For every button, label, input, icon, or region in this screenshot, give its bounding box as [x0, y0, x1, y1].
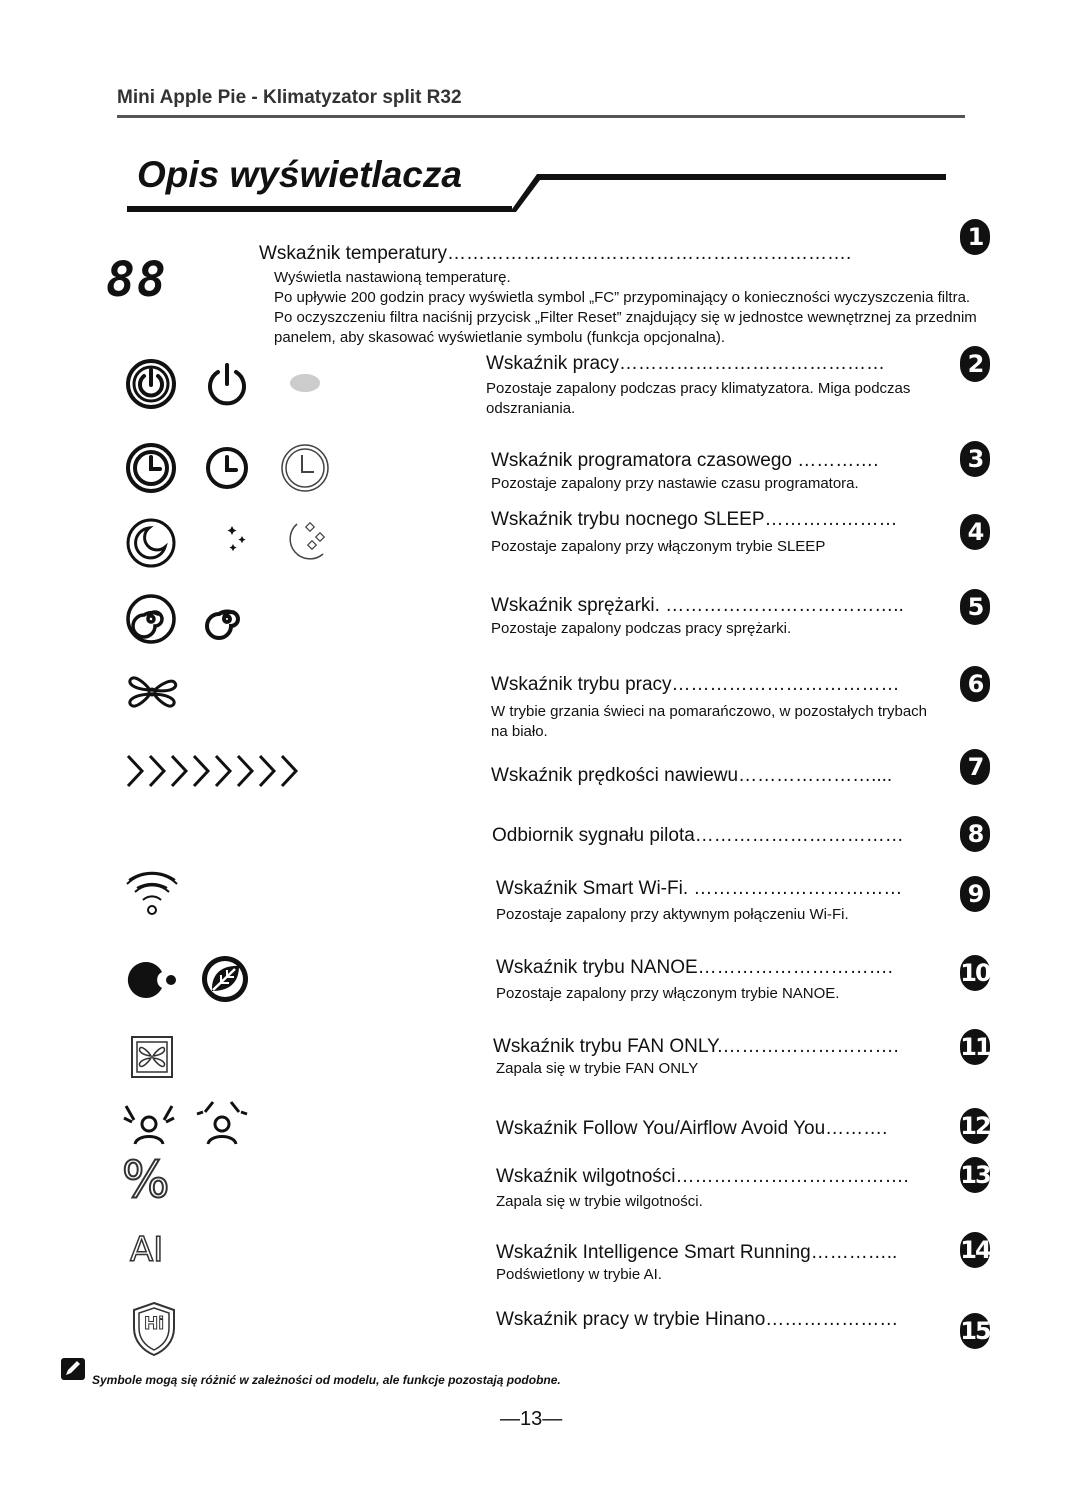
item-13-desc: Zapala się w trybie wilgotności. — [496, 1193, 703, 1210]
item-10-title: Wskaźnik trybu NANOE…………………………. — [496, 957, 893, 978]
item-9-desc: Pozostaje zapalony przy aktywnym połączeniu Wi-Fi. — [496, 906, 849, 923]
item-2-number-badge: 2 — [960, 346, 990, 382]
item-6-title: Wskaźnik trybu pracy……………………………… — [491, 674, 900, 695]
item-4-title: Wskaźnik trybu nocnego SLEEP………………… — [491, 509, 898, 530]
item-10-number-badge: 10 — [960, 955, 990, 991]
wifi-icon — [124, 866, 180, 918]
mode-fan-icon — [125, 665, 179, 719]
item-1-number-badge: 1 — [960, 219, 990, 255]
item-8-title: Odbiornik sygnału pilota…………………………… — [492, 825, 904, 846]
item-11-title: Wskaźnik trybu FAN ONLY.………………………. — [493, 1036, 899, 1057]
item-12-title: Wskaźnik Follow You/Airflow Avoid You………. — [496, 1118, 888, 1139]
sleep-moon-stars-icon — [200, 516, 252, 568]
page-number: —13— — [500, 1408, 563, 1430]
item-5-number-badge: 5 — [960, 589, 990, 625]
timer-thin-icon — [279, 442, 331, 494]
compressor-spiral-icon — [203, 595, 251, 643]
item-11-number-badge: 11 — [960, 1029, 990, 1065]
document-header-title: Mini Apple Pie - Klimatyzator split R32 — [117, 87, 462, 108]
compressor-spiral-circle-icon — [125, 593, 177, 645]
item-6-desc: W trybie grzania świeci na pomarańczowo, w pozostałych trybach na biało. — [491, 703, 928, 740]
item-2-title: Wskaźnik pracy…………………………………… — [486, 353, 886, 374]
item-3-number-badge: 3 — [960, 441, 990, 477]
item-4-number-badge: 4 — [960, 514, 990, 550]
item-5-title: Wskaźnik sprężarki. ……………………………….. — [491, 595, 904, 616]
item-6-number-badge: 6 — [960, 666, 990, 702]
item-14-number-badge: 14 — [960, 1232, 990, 1268]
fan-only-square-icon — [130, 1035, 174, 1079]
item-3-desc: Pozostaje zapalony przy nastawie czasu programatora. — [491, 475, 859, 492]
nanoe-leaf-icon — [199, 953, 251, 1005]
item-12-number-badge: 12 — [960, 1108, 990, 1144]
humidity-percent-icon: % — [122, 1151, 170, 1209]
item-1-desc: Wyświetla nastawioną temperaturę. Po upływie 200 godzin pracy wyświetla symbol „FC” przypominający o konieczności wyczyszczenia filtra. Po oczyszczeniu filtra naciśnij przycisk „Filter Reset” znajdujący się w jednostce wewnętrznej za przednim panelem, aby skasować wyświetlanie symbolu (funkcja opcjonalna). — [274, 269, 977, 346]
led-dot-icon — [289, 373, 321, 393]
item-1-title: Wskaźnik temperatury………………………………………………………. — [259, 243, 852, 264]
hinano-hi-label: Hi — [143, 1314, 165, 1334]
follow-you-icon — [122, 1100, 176, 1148]
item-10-desc: Pozostaje zapalony przy włączonym trybie NANOE. — [496, 985, 840, 1002]
temperature-digits-icon: 88 — [106, 252, 168, 308]
item-14-desc: Podświetlony w trybie AI. — [496, 1266, 662, 1283]
sleep-moon-outline-icon — [125, 517, 177, 569]
timer-filled-icon — [125, 442, 177, 494]
power-outline-icon — [203, 360, 251, 408]
nanoe-dots-icon — [124, 958, 180, 1002]
avoid-you-icon — [195, 1098, 249, 1148]
timer-outline-icon — [203, 444, 251, 492]
power-filled-icon — [125, 358, 177, 410]
item-2-desc: Pozostaje zapalony podczas pracy klimatyzatora. Miga podczas odszraniania. — [486, 380, 911, 417]
sleep-moon-stars-thin-icon — [279, 516, 331, 568]
item-15-number-badge: 15 — [960, 1313, 990, 1349]
item-13-number-badge: 13 — [960, 1157, 990, 1193]
item-9-number-badge: 9 — [960, 876, 990, 912]
ai-icon: AI — [130, 1230, 164, 1270]
item-13-title: Wskaźnik wilgotności………………………………. — [496, 1166, 909, 1187]
fan-speed-chevrons-icon — [124, 752, 308, 790]
item-7-title: Wskaźnik prędkości nawiewu………………….... — [491, 765, 893, 786]
item-14-title: Wskaźnik Intelligence Smart Running………….. — [496, 1242, 898, 1263]
item-4-desc: Pozostaje zapalony przy włączonym trybie SLEEP — [491, 538, 826, 555]
item-3-title: Wskaźnik programatora czasowego …………. — [491, 450, 879, 471]
footer-note: Symbole mogą się różnić w zależności od modelu, ale funkcje pozostają podobne. — [92, 1373, 561, 1387]
item-11-desc: Zapala się w trybie FAN ONLY — [496, 1060, 699, 1077]
item-7-number-badge: 7 — [960, 749, 990, 785]
item-5-desc: Pozostaje zapalony podczas pracy sprężarki. — [491, 620, 792, 637]
section-title: Opis wyświetlacza — [137, 154, 462, 195]
item-15-title: Wskaźnik pracy w trybie Hinano………………… — [496, 1309, 899, 1330]
item-8-number-badge: 8 — [960, 816, 990, 852]
note-pencil-icon — [61, 1358, 85, 1380]
item-9-title: Wskaźnik Smart Wi-Fi. …………………………… — [496, 878, 903, 899]
